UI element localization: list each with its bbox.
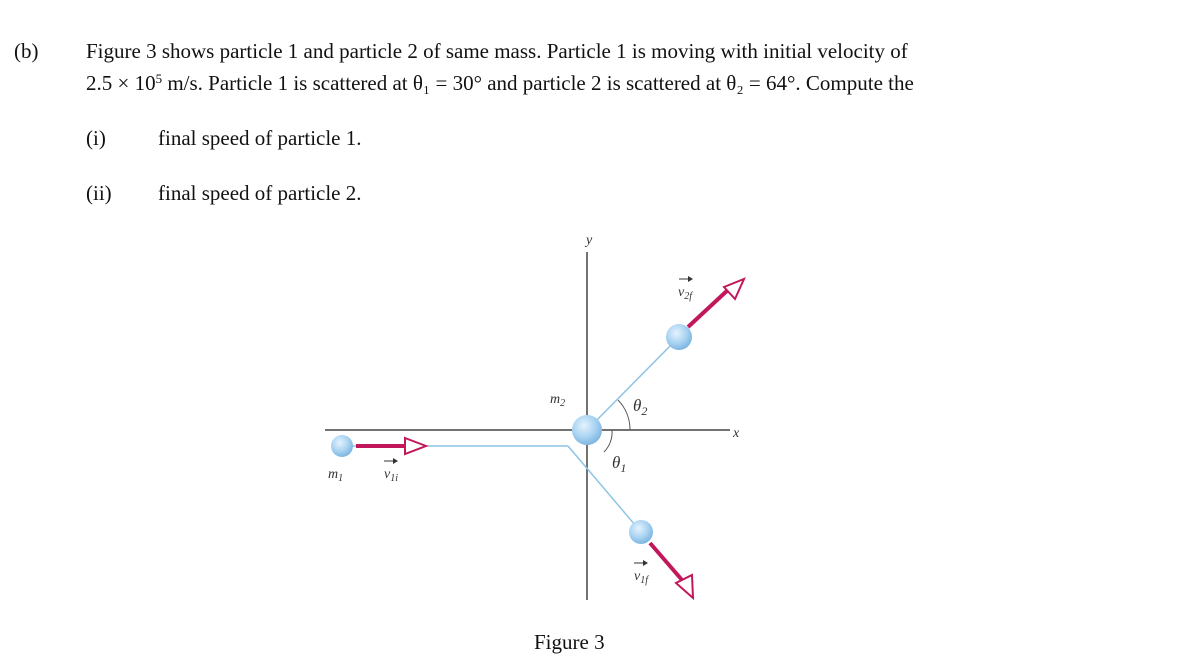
v2f-arrowhead (724, 279, 744, 299)
v1i-label: $v_{1i}$ (384, 467, 398, 484)
v2f-label: $v_{2f}$ (678, 285, 692, 302)
subpart-i-text: final speed of particle 1. (158, 126, 362, 150)
x-axis-label: x (733, 426, 740, 441)
theta-1-label: $\theta_1$ (612, 453, 627, 475)
theta-2-arc (618, 400, 630, 430)
subpart-ii-number: (ii) (86, 181, 112, 205)
theta-1-arc (604, 430, 612, 452)
v2f-vector (688, 288, 730, 327)
figure-caption: Figure 3 (534, 630, 605, 654)
velocity-exponent: 5 (155, 71, 163, 86)
v2f-label-arrow-tip (688, 276, 693, 282)
question-line-1: Figure 3 shows particle 1 and particle 2 of same mass. Particle 1 is moving with initial velocity of (86, 39, 908, 63)
y-axis-label: y (586, 233, 593, 248)
question-line-2-rest: m/s. Particle 1 is scattered at θ₁ = 30° and particle 2 is scattered at θ₂ = 64°. Compute the (162, 71, 914, 95)
particle-2-scattered-path (587, 337, 679, 430)
theta-2-label: $\theta_2$ (633, 396, 648, 418)
particle-2-initial (572, 415, 602, 445)
particle-1-scattered-path (568, 446, 641, 532)
part-label: (b) (14, 39, 39, 63)
particle-1-final (629, 520, 653, 544)
v1f-label-arrow-tip (643, 560, 648, 566)
subpart-i-number: (i) (86, 126, 106, 150)
subpart-ii-text: final speed of particle 2. (158, 181, 362, 205)
particle-1-initial (331, 435, 353, 457)
m2-label: $m_2$ (550, 392, 566, 409)
v1i-label-arrow-tip (393, 458, 398, 464)
v1f-vector (650, 543, 682, 580)
m1-label: $m_1$ (328, 467, 344, 484)
particle-2-final (666, 324, 692, 350)
velocity-value: 2.5 × 10 (86, 71, 156, 95)
v1i-arrowhead (405, 438, 426, 454)
v1f-label: $v_{1f}$ (634, 569, 648, 586)
